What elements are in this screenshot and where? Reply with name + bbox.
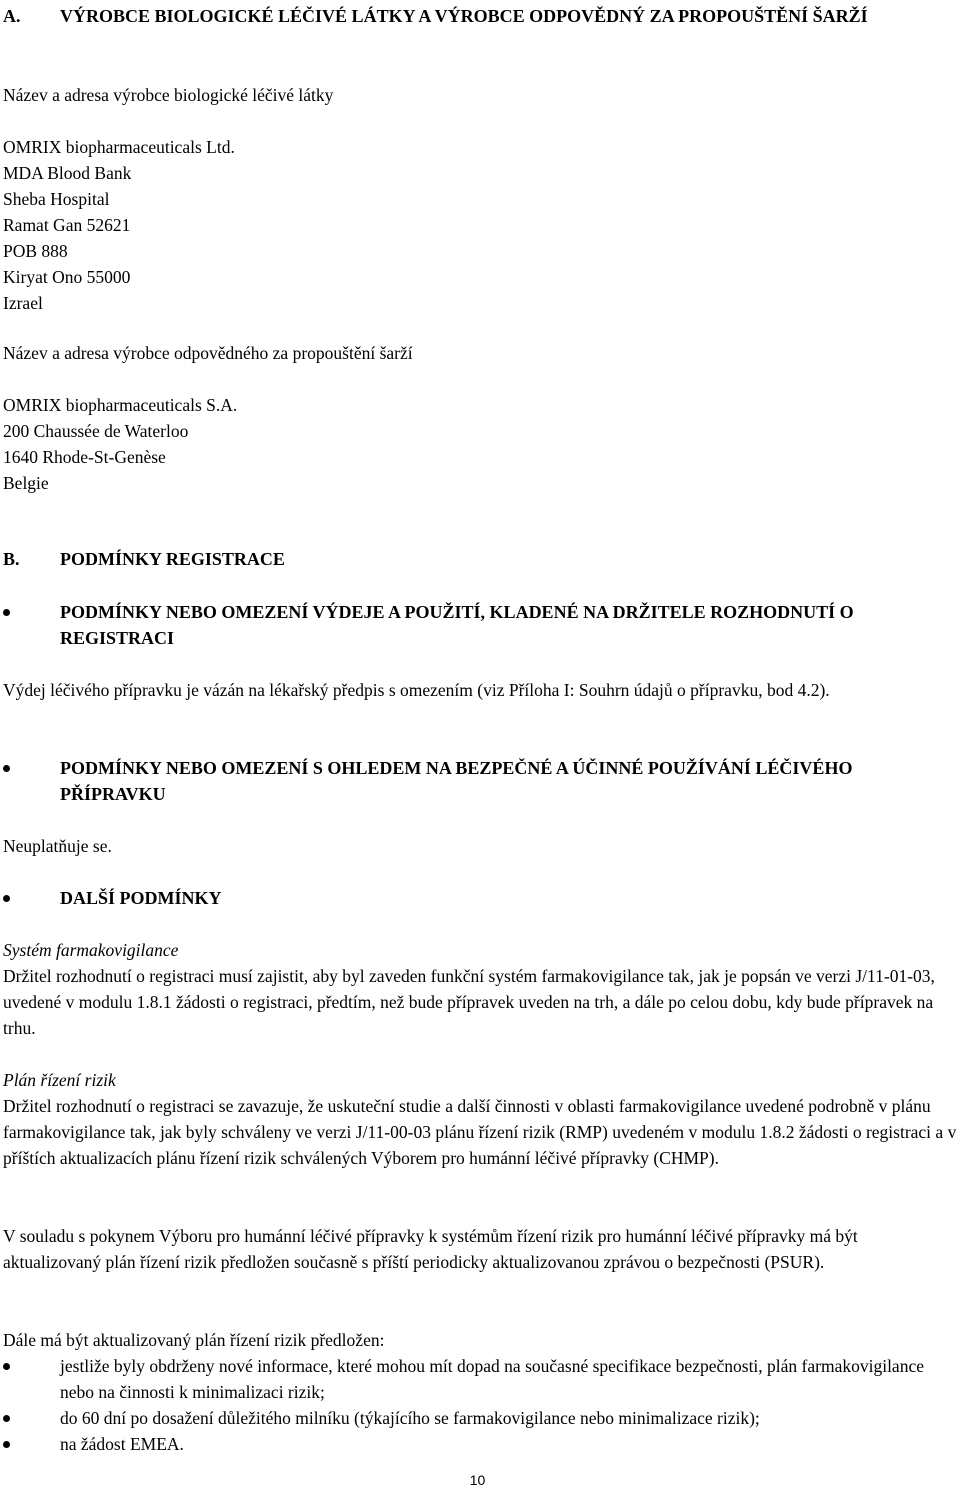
bullet-heading-3-text: DALŠÍ PODMÍNKY bbox=[60, 888, 222, 908]
bullet-heading-2-text: PODMÍNKY NEBO OMEZENÍ S OHLEDEM NA BEZPEČNÉ A ÚČINNÉ POUŽÍVÁNÍ LÉČIVÉHO PŘÍPRAVKU bbox=[60, 758, 853, 804]
section-a-title: VÝROBCE BIOLOGICKÉ LÉČIVÉ LÁTKY A VÝROBCE ODPOVĚDNÝ ZA PROPOUŠTĚNÍ ŠARŽÍ bbox=[60, 6, 868, 26]
pharmacovigilance-text: Držitel rozhodnutí o registraci musí zajistit, aby byl zaveden funkční systém farmakovigilance tak, jak je popsán ve verzi J/11-01-03, uvedené v modulu 1.8.1 žádosti o registraci, předtím, než bude přípravek uveden na trh, a dále po celou dobu, kdy bude přípravek na trhu. bbox=[3, 966, 935, 1038]
risk-plan-text-2: V souladu s pokynem Výboru pro humánní léčivé přípravky k systémům řízení rizik pro humánní léčivé přípravky má být aktualizovaný plán řízení rizik předložen současně s příští periodicky aktualizovanou zprávou o bezpečnosti (PSUR). bbox=[3, 1226, 858, 1272]
section-b-number: B. bbox=[3, 549, 20, 569]
bullet-dot bbox=[3, 1415, 10, 1422]
release-line-3: 1640 Rhode-St-Genèse bbox=[3, 447, 166, 467]
list-item-text: do 60 dní po dosažení důležitého milníku (týkajícího se farmakovigilance nebo minimalizace rizik); bbox=[60, 1408, 760, 1428]
bullet-dot bbox=[3, 765, 10, 772]
bullet-heading-1-text: PODMÍNKY NEBO OMEZENÍ VÝDEJE A POUŽITÍ, KLADENÉ NA DRŽITELE ROZHODNUTÍ O REGISTRACI bbox=[60, 602, 854, 648]
bullet-dot bbox=[3, 609, 10, 616]
manufacturer-line-3: Sheba Hospital bbox=[3, 189, 110, 209]
release-line-1: OMRIX biopharmaceuticals S.A. bbox=[3, 395, 238, 415]
risk-plan-text-1: Držitel rozhodnutí o registraci se zavazuje, že uskuteční studie a další činnosti v oblasti farmakovigilance uvedené podrobně v plánu farmakovigilance tak, jak byly schváleny ve verzi J/11-00-03 plánu řízení rizik (RMP) uvedeném v modulu 1.8.2 žádosti o registraci a v příštích aktualizacích plánu řízení rizik schválených Výborem pro humánní léčivé přípravky (CHMP). bbox=[3, 1096, 957, 1168]
dispensing-text: Výdej léčivého přípravku je vázán na lékařský předpis s omezením (viz Příloha I: Souhrn údajů o přípravku, bod 4.2). bbox=[3, 680, 830, 700]
manufacturer-line-7: Izrael bbox=[3, 293, 43, 313]
section-a-number: A. bbox=[3, 6, 21, 26]
bullet-dot bbox=[3, 1363, 10, 1370]
release-line-2: 200 Chaussée de Waterloo bbox=[3, 421, 189, 441]
bullet-dot bbox=[3, 1441, 10, 1448]
release-line-4: Belgie bbox=[3, 473, 49, 493]
list-item-text: jestliže byly obdrženy nové informace, které mohou mít dopad na současné specifikace bezpečnosti, plán farmakovigilance nebo na činnosti k minimalizaci rizik; bbox=[60, 1356, 924, 1402]
manufacturer-heading: Název a adresa výrobce biologické léčivé látky bbox=[3, 85, 334, 105]
section-b-title: PODMÍNKY REGISTRACE bbox=[60, 549, 285, 569]
manufacturer-line-4: Ramat Gan 52621 bbox=[3, 215, 131, 235]
manufacturer-line-5: POB 888 bbox=[3, 241, 68, 261]
manufacturer-line-6: Kiryat Ono 55000 bbox=[3, 267, 131, 287]
pharmacovigilance-heading: Systém farmakovigilance bbox=[3, 940, 179, 960]
not-applicable-text: Neuplatňuje se. bbox=[3, 836, 112, 856]
bullet-dot bbox=[3, 895, 10, 902]
manufacturer-line-1: OMRIX biopharmaceuticals Ltd. bbox=[3, 137, 235, 157]
risk-plan-list-intro: Dále má být aktualizovaný plán řízení rizik předložen: bbox=[3, 1330, 385, 1350]
manufacturer-line-2: MDA Blood Bank bbox=[3, 163, 132, 183]
page-number: 10 bbox=[469, 1472, 486, 1488]
risk-plan-heading: Plán řízení rizik bbox=[3, 1070, 116, 1090]
release-heading: Název a adresa výrobce odpovědného za propouštění šarží bbox=[3, 343, 413, 363]
list-item-text: na žádost EMEA. bbox=[60, 1434, 184, 1454]
